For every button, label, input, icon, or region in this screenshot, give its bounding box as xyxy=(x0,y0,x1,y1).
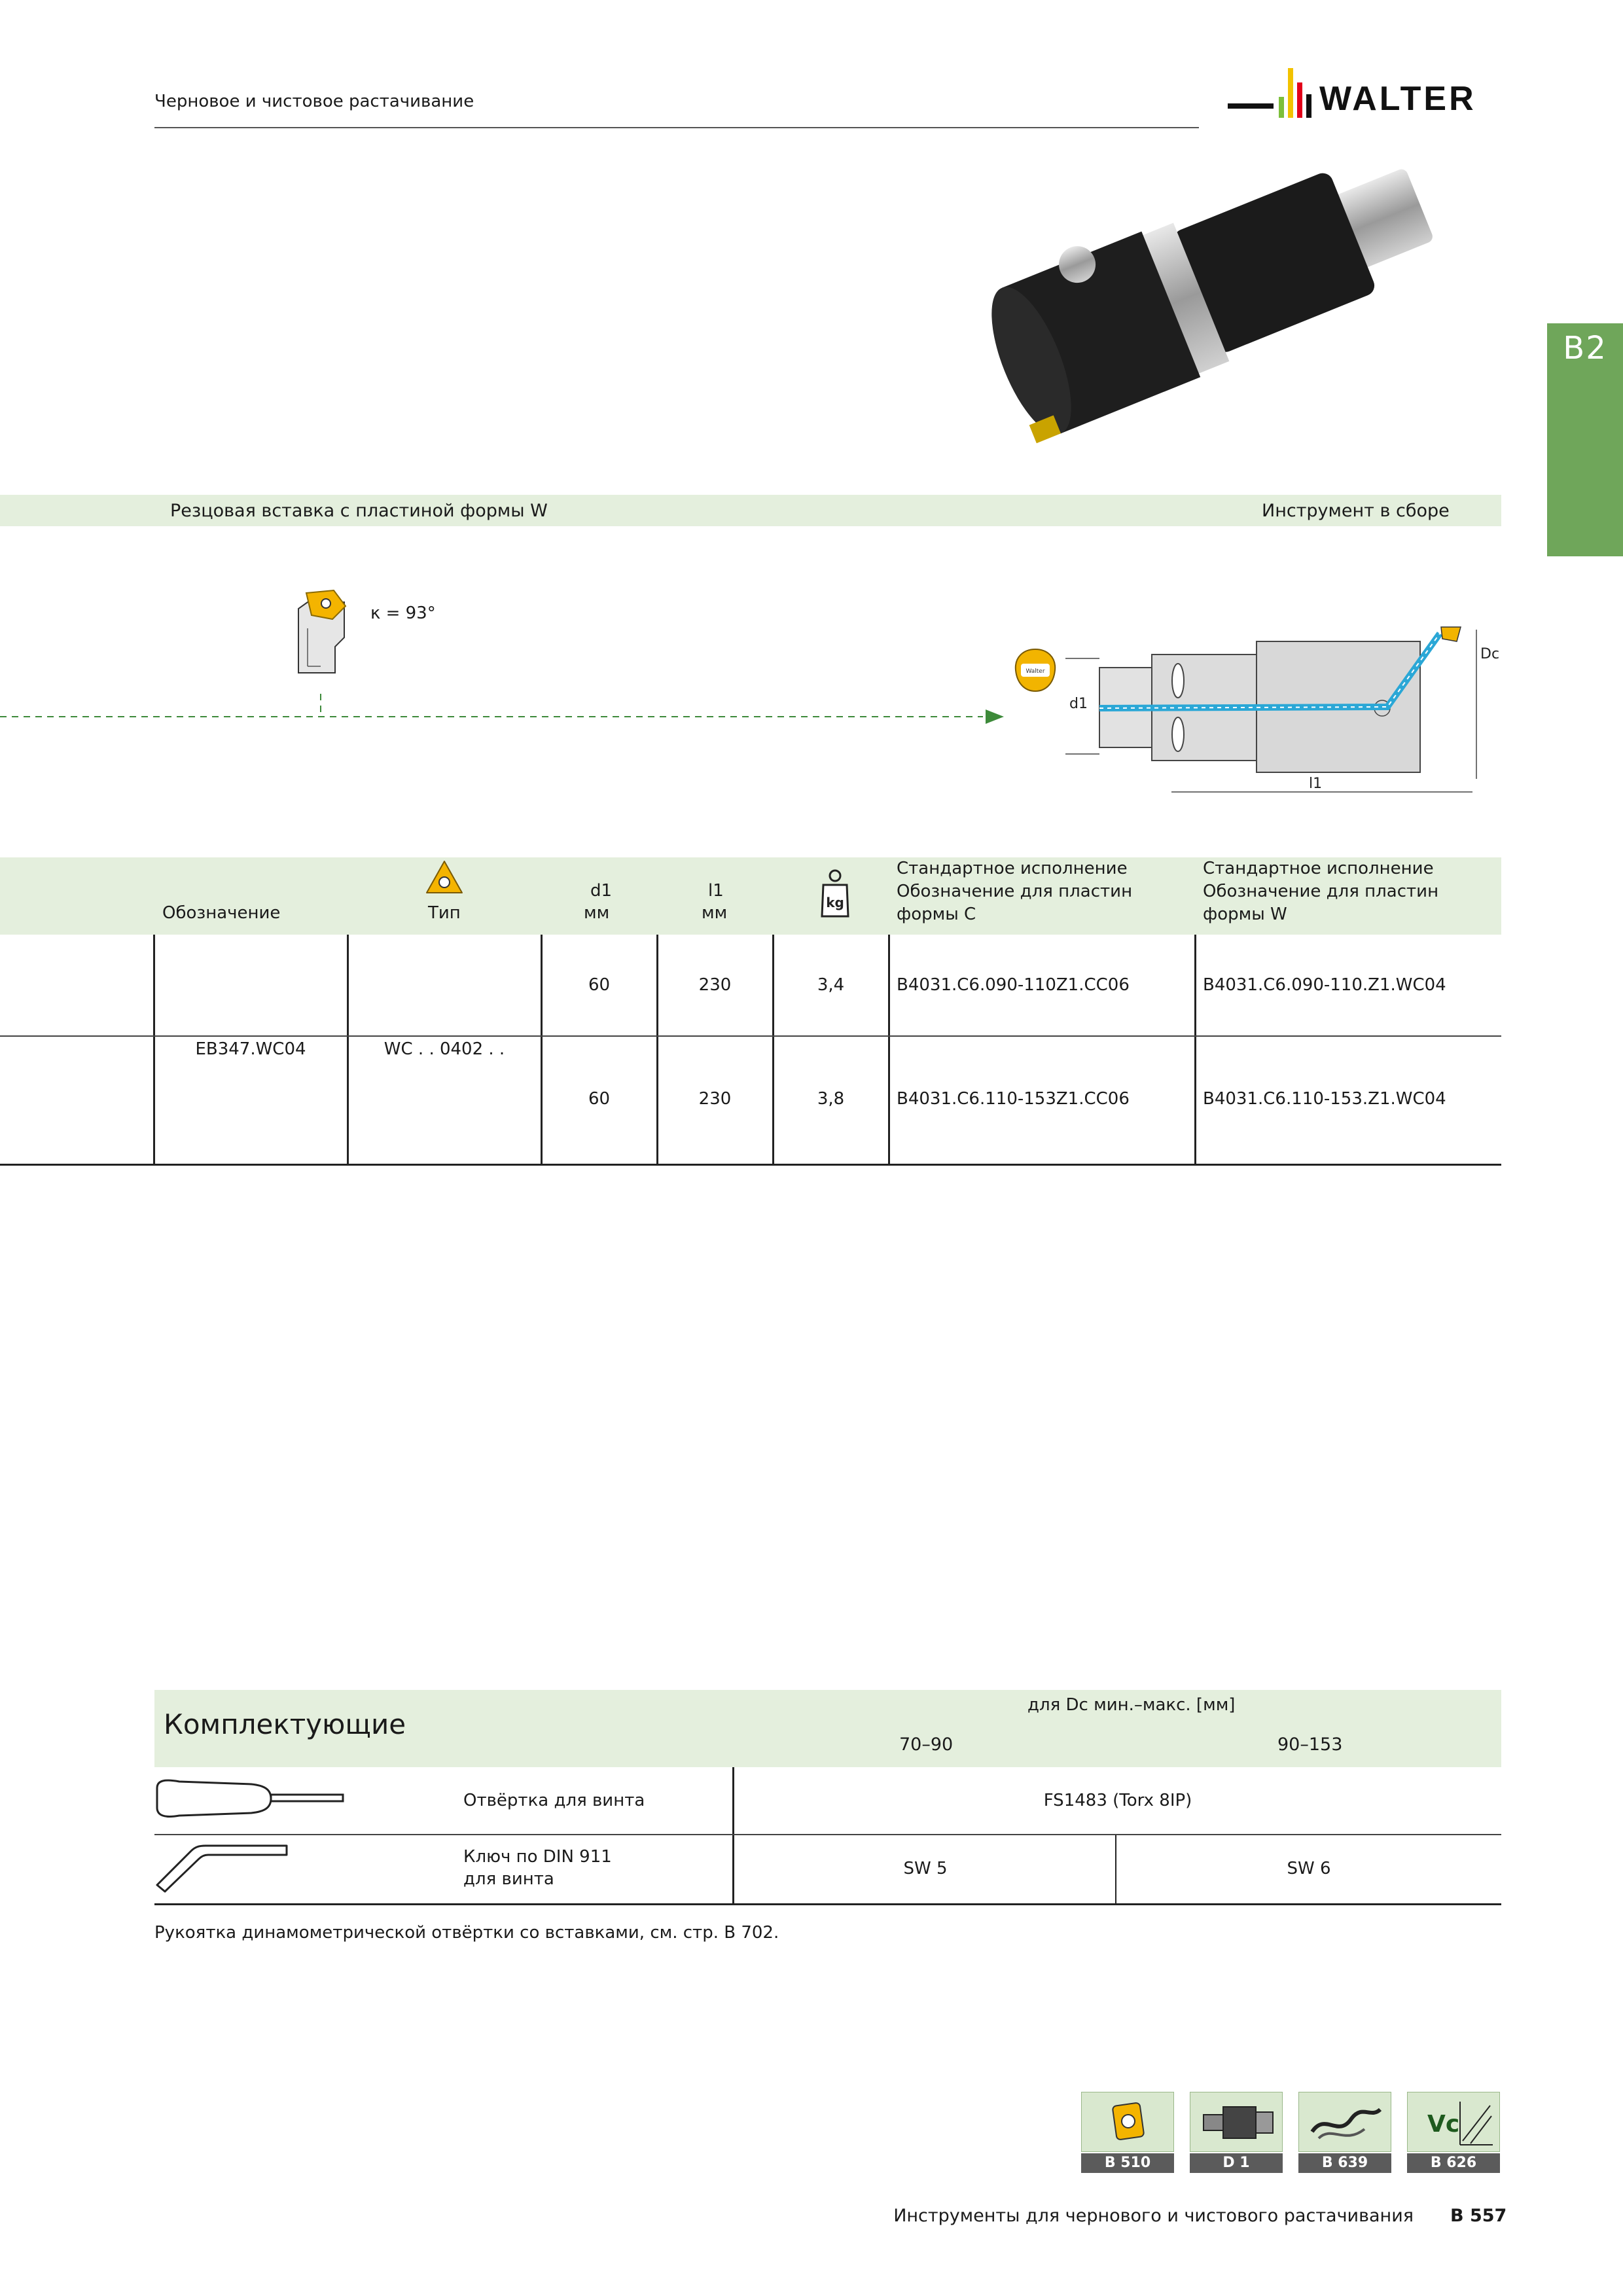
col-header-l1-unit: мм xyxy=(702,903,728,923)
col-header-form-w-line1: Стандартное исполнение xyxy=(1203,859,1434,878)
row-divider xyxy=(0,1035,1501,1037)
table-vline xyxy=(541,935,543,1165)
footer-title: Инструменты для чернового и чистового растачивания xyxy=(893,2206,1414,2226)
approach-angle-label: κ = 93° xyxy=(370,603,436,623)
weight-icon xyxy=(819,868,851,920)
row2-d1: 60 xyxy=(588,1089,611,1109)
section-tab: B2 xyxy=(1547,323,1623,556)
col-header-l1: l1 xyxy=(708,881,724,901)
row1-l1: 230 xyxy=(698,975,732,995)
adapter-ref-label[interactable]: D 1 xyxy=(1190,2153,1283,2173)
row1-d1: 60 xyxy=(588,975,611,995)
designation-cell: EB347.WC04 xyxy=(195,1039,306,1059)
accessory-key-label-2: для винта xyxy=(463,1869,554,1889)
page-header-title: Черновое и чистовое растачивание xyxy=(154,92,474,111)
cutting-data-ref-icon[interactable] xyxy=(1407,2092,1500,2152)
svg-text:kg: kg xyxy=(826,895,844,910)
dc-range-1: 70–90 xyxy=(899,1734,954,1755)
accessory-screwdriver-value: FS1483 (Torx 8IP) xyxy=(1043,1791,1192,1810)
col-header-d1: d1 xyxy=(590,881,613,901)
header-divider xyxy=(154,127,1199,128)
insert-band-label: Резцовая вставка с пластиной формы W xyxy=(170,501,548,521)
row2-form-w: B4031.C6.110-153.Z1.WC04 xyxy=(1203,1089,1446,1109)
table-vline xyxy=(772,935,774,1165)
accessory-vline xyxy=(732,1767,734,1905)
table-vline xyxy=(888,935,890,1165)
insert-ref-label[interactable]: B 510 xyxy=(1081,2153,1174,2173)
accessory-vline xyxy=(1115,1835,1116,1905)
dc-range-header: для Dc мин.–макс. [мм] xyxy=(1027,1695,1236,1715)
table-vline xyxy=(656,935,658,1165)
accessory-key-label-1: Ключ по DIN 911 xyxy=(463,1847,612,1867)
accessory-row-divider xyxy=(154,1834,1501,1835)
boring-tool-photo xyxy=(988,137,1512,478)
accessory-key-value-2: SW 6 xyxy=(1287,1859,1331,1878)
capto-badge-icon xyxy=(1012,647,1059,694)
col-header-form-c-line2: Обозначение для пластин xyxy=(897,882,1133,901)
row1-weight: 3,4 xyxy=(817,975,845,995)
insert-type-icon xyxy=(423,859,466,899)
svg-text:WALTER: WALTER xyxy=(1319,80,1476,118)
insert-ref-icon[interactable] xyxy=(1081,2092,1174,2152)
svg-text:d1: d1 xyxy=(1069,696,1088,712)
col-header-form-c-line1: Стандартное исполнение xyxy=(897,859,1128,878)
row1-form-c: B4031.C6.090-110Z1.CC06 xyxy=(897,975,1130,995)
adapter-ref-icon[interactable] xyxy=(1190,2092,1283,2152)
svg-text:Dc: Dc xyxy=(1480,646,1500,662)
accessory-bottom-border xyxy=(154,1903,1501,1905)
row2-l1: 230 xyxy=(698,1089,732,1109)
col-header-form-w-line3: формы W xyxy=(1203,905,1287,924)
col-header-type: Тип xyxy=(428,903,461,923)
page-number: B 557 xyxy=(1450,2206,1507,2226)
accessory-screwdriver-label: Отвёртка для винта xyxy=(463,1791,645,1810)
walter-logo xyxy=(1228,63,1503,124)
cartridge-insert-illustration xyxy=(288,589,353,681)
svg-text:l1: l1 xyxy=(1309,776,1323,792)
col-header-designation: Обозначение xyxy=(162,903,281,923)
assembly-band-label: Инструмент в сборе xyxy=(1262,501,1450,521)
table-bottom-border xyxy=(0,1164,1501,1166)
cutting-data-ref-label[interactable]: B 626 xyxy=(1407,2153,1500,2173)
row2-weight: 3,8 xyxy=(817,1089,845,1109)
col-header-d1-unit: мм xyxy=(584,903,610,923)
assembly-flow-arrow xyxy=(0,694,1021,740)
row2-form-c: B4031.C6.110-153Z1.CC06 xyxy=(897,1089,1130,1109)
assembly-technical-drawing xyxy=(1060,615,1500,805)
type-cell: WC . . 0402 . . xyxy=(383,1039,505,1059)
chip-ref-label[interactable]: B 639 xyxy=(1298,2153,1391,2173)
col-header-form-w-line2: Обозначение для пластин xyxy=(1203,882,1439,901)
dc-range-2: 90–153 xyxy=(1277,1734,1343,1755)
section-band xyxy=(0,495,1501,526)
accessories-title: Комплектующие xyxy=(164,1708,406,1740)
table-vline xyxy=(1194,935,1196,1165)
accessory-key-value-1: SW 5 xyxy=(903,1859,948,1878)
row1-form-w: B4031.C6.090-110.Z1.WC04 xyxy=(1203,975,1446,995)
svg-text:Walter: Walter xyxy=(1026,668,1045,675)
svg-text:Vc: Vc xyxy=(1427,2111,1460,2138)
col-header-form-c-line3: формы C xyxy=(897,905,976,924)
screwdriver-icon xyxy=(153,1775,356,1821)
accessories-note: Рукоятка динамометрической отвёртки со вставками, см. стр. B 702. xyxy=(154,1923,779,1943)
chip-ref-icon[interactable] xyxy=(1298,2092,1391,2152)
allen-key-icon xyxy=(153,1833,297,1892)
